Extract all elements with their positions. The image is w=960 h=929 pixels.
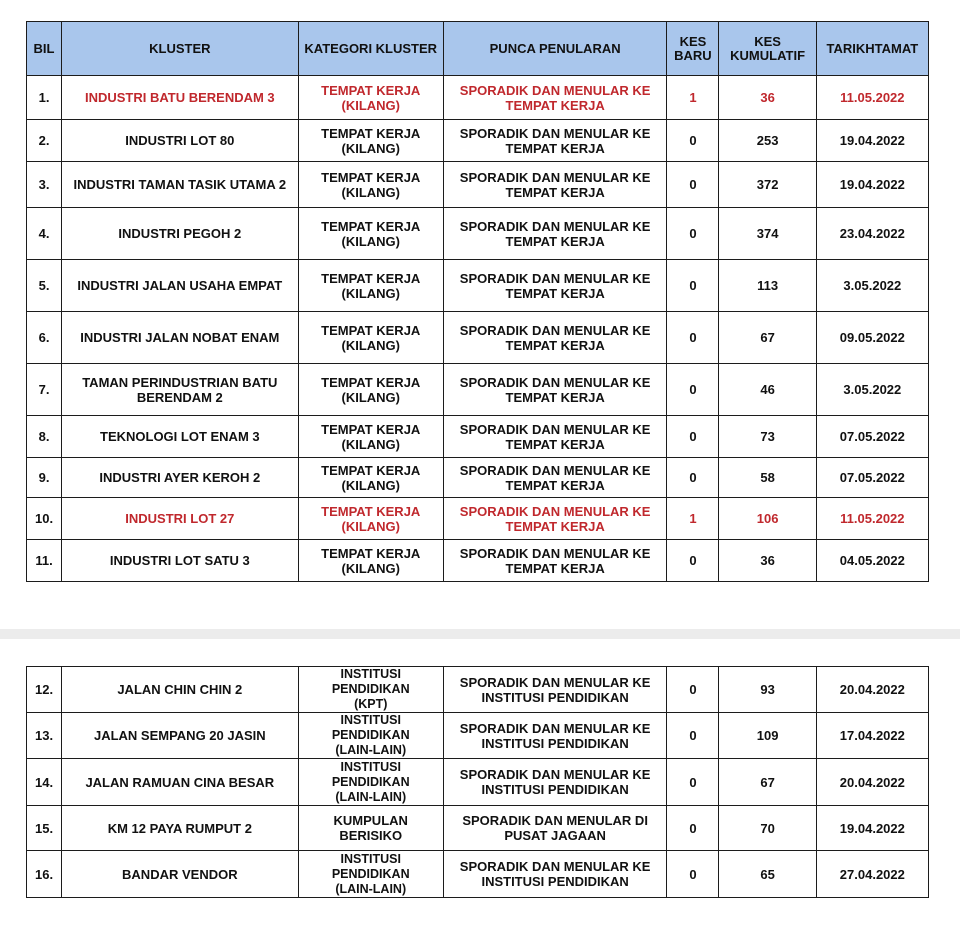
- transmission-source: [443, 851, 666, 898]
- cumulative-cases: 67: [719, 759, 816, 806]
- transmission-source: [443, 759, 666, 806]
- end-date: 3.05.2022: [816, 260, 928, 312]
- table-row: [27, 667, 929, 713]
- end-date: 20.04.2022: [816, 759, 928, 806]
- cluster-table-part-1: [26, 21, 929, 582]
- cell-line: TEMPAT KERJA: [321, 82, 421, 98]
- end-date: 11.05.2022: [816, 498, 928, 540]
- cell-line: INSTITUSI: [340, 713, 401, 727]
- end-date: 07.05.2022: [816, 416, 928, 458]
- header-kluster: KLUSTER: [62, 22, 299, 76]
- cell-line: TEMPAT KERJA: [321, 503, 421, 519]
- cell-line: (KILANG): [341, 560, 400, 576]
- header-punca: PUNCA PENULARAN: [443, 22, 666, 76]
- cluster-name: INDUSTRI PEGOH 2: [62, 208, 299, 260]
- cluster-category: [298, 851, 443, 898]
- cluster-name: TAMAN PERINDUSTRIAN BATU BERENDAM 2: [62, 364, 299, 416]
- cell-line: TEMPAT KERJA: [321, 169, 421, 185]
- cell-line: (KILANG): [341, 184, 400, 200]
- cell-line: SPORADIK DAN MENULAR KE: [459, 767, 651, 782]
- cell-line: SPORADIK DAN MENULAR KE: [459, 169, 651, 185]
- cell-line: TEMPAT KERJA: [505, 389, 605, 405]
- cluster-name: INDUSTRI TAMAN TASIK UTAMA 2: [62, 162, 299, 208]
- end-date: 19.04.2022: [816, 806, 928, 851]
- cell-line: (KILANG): [341, 97, 400, 113]
- transmission-source: [443, 667, 666, 713]
- transmission-source: [443, 312, 666, 364]
- cluster-name: JALAN CHIN CHIN 2: [62, 667, 299, 713]
- table-row: [27, 120, 929, 162]
- cell-line: SPORADIK DAN MENULAR DI: [462, 813, 648, 828]
- cluster-category: [298, 416, 443, 458]
- cell-line: TEMPAT KERJA: [321, 125, 421, 141]
- table-row: [27, 498, 929, 540]
- cell-line: SPORADIK DAN MENULAR KE: [459, 545, 651, 561]
- cell-line: TEMPAT KERJA: [321, 218, 421, 234]
- cell-line: INSTITUSI PENDIDIKAN: [481, 782, 629, 797]
- new-cases: 0: [667, 851, 719, 898]
- transmission-source: [443, 162, 666, 208]
- cluster-name: INDUSTRI LOT SATU 3: [62, 540, 299, 582]
- cumulative-cases: 36: [719, 540, 816, 582]
- table-row: [27, 713, 929, 759]
- row-number: 9.: [27, 458, 62, 498]
- cluster-category: [298, 540, 443, 582]
- row-number: 10.: [27, 498, 62, 540]
- cell-line: TEMPAT KERJA: [505, 436, 605, 452]
- cell-line: INSTITUSI: [340, 667, 401, 681]
- cell-line: SPORADIK DAN MENULAR KE: [459, 462, 651, 478]
- new-cases: 0: [667, 364, 719, 416]
- cell-line: INSTITUSI: [340, 851, 401, 866]
- new-cases: 0: [667, 260, 719, 312]
- cell-line: SPORADIK DAN MENULAR KE: [459, 82, 651, 98]
- new-cases: 1: [667, 76, 719, 120]
- cumulative-cases: 36: [719, 76, 816, 120]
- row-number: 14.: [27, 759, 62, 806]
- new-cases: 0: [667, 416, 719, 458]
- new-cases: 0: [667, 312, 719, 364]
- cluster-table-part-2: [26, 666, 929, 898]
- row-number: 13.: [27, 713, 62, 759]
- cell-line: SPORADIK DAN MENULAR KE: [459, 374, 651, 390]
- cell-line: (KILANG): [341, 436, 400, 452]
- row-number: 8.: [27, 416, 62, 458]
- cell-line: PENDIDIKAN: [331, 728, 410, 742]
- cluster-category: [298, 120, 443, 162]
- table-row: [27, 208, 929, 260]
- cluster-category: [298, 498, 443, 540]
- cell-line: PENDIDIKAN: [331, 774, 410, 789]
- cluster-name: INDUSTRI LOT 80: [62, 120, 299, 162]
- end-date: 07.05.2022: [816, 458, 928, 498]
- cell-line: TEMPAT KERJA: [321, 322, 421, 338]
- cluster-category: [298, 713, 443, 759]
- cell-line: TEMPAT KERJA: [505, 285, 605, 301]
- new-cases: 0: [667, 162, 719, 208]
- row-number: 6.: [27, 312, 62, 364]
- cumulative-cases: 106: [719, 498, 816, 540]
- end-date: 19.04.2022: [816, 120, 928, 162]
- cell-line: TEMPAT KERJA: [505, 518, 605, 534]
- cell-line: (LAIN-LAIN): [335, 789, 407, 804]
- cell-line: TEMPAT KERJA: [321, 462, 421, 478]
- cell-line: INSTITUSI PENDIDIKAN: [481, 689, 629, 705]
- cell-line: SPORADIK DAN MENULAR KE: [459, 503, 651, 519]
- end-date: 17.04.2022: [816, 713, 928, 759]
- end-date: 3.05.2022: [816, 364, 928, 416]
- table-row: [27, 76, 929, 120]
- end-date: 04.05.2022: [816, 540, 928, 582]
- new-cases: 1: [667, 498, 719, 540]
- cell-line: SPORADIK DAN MENULAR KE: [459, 720, 651, 736]
- end-date: 11.05.2022: [816, 76, 928, 120]
- table-row: [27, 806, 929, 851]
- end-date: 20.04.2022: [816, 667, 928, 713]
- new-cases: 0: [667, 667, 719, 713]
- cluster-name: INDUSTRI LOT 27: [62, 498, 299, 540]
- new-cases: 0: [667, 208, 719, 260]
- new-cases: 0: [667, 458, 719, 498]
- cumulative-cases: 253: [719, 120, 816, 162]
- new-cases: 0: [667, 713, 719, 759]
- cluster-category: [298, 312, 443, 364]
- transmission-source: [443, 76, 666, 120]
- cell-line: INSTITUSI: [340, 759, 401, 774]
- cell-line: (KILANG): [341, 477, 400, 493]
- end-date: 09.05.2022: [816, 312, 928, 364]
- cell-line: (KILANG): [341, 285, 400, 301]
- cell-line: SPORADIK DAN MENULAR KE: [459, 125, 651, 141]
- table-row: [27, 851, 929, 898]
- cell-line: SPORADIK DAN MENULAR KE: [459, 218, 651, 234]
- cluster-category: [298, 458, 443, 498]
- cluster-category: [298, 667, 443, 713]
- cell-line: TEMPAT KERJA: [505, 560, 605, 576]
- cell-line: (LAIN-LAIN): [335, 743, 407, 757]
- new-cases: 0: [667, 120, 719, 162]
- cell-line: SPORADIK DAN MENULAR KE: [459, 421, 651, 437]
- end-date: 23.04.2022: [816, 208, 928, 260]
- cluster-name: TEKNOLOGI LOT ENAM 3: [62, 416, 299, 458]
- table-row: [27, 364, 929, 416]
- cell-line: SPORADIK DAN MENULAR KE: [459, 859, 651, 874]
- row-number: 4.: [27, 208, 62, 260]
- cell-line: TEMPAT KERJA: [505, 97, 605, 113]
- row-number: 5.: [27, 260, 62, 312]
- row-number: 2.: [27, 120, 62, 162]
- cell-line: PENDIDIKAN: [331, 682, 410, 696]
- cumulative-cases: 113: [719, 260, 816, 312]
- transmission-source: [443, 540, 666, 582]
- cluster-name: JALAN SEMPANG 20 JASIN: [62, 713, 299, 759]
- cell-line: SPORADIK DAN MENULAR KE: [459, 270, 651, 286]
- transmission-source: [443, 208, 666, 260]
- cumulative-cases: 46: [719, 364, 816, 416]
- cumulative-cases: 65: [719, 851, 816, 898]
- cell-line: (LAIN-LAIN): [335, 881, 407, 896]
- cell-line: (KILANG): [341, 518, 400, 534]
- cluster-name: KM 12 PAYA RUMPUT 2: [62, 806, 299, 851]
- cell-line: TEMPAT KERJA: [505, 337, 605, 353]
- cell-line: TEMPAT KERJA: [505, 233, 605, 249]
- table-row: [27, 458, 929, 498]
- header-kategori: KATEGORI KLUSTER: [298, 22, 443, 76]
- cluster-category: [298, 364, 443, 416]
- cluster-name: JALAN RAMUAN CINA BESAR: [62, 759, 299, 806]
- transmission-source: [443, 416, 666, 458]
- cell-line: TEMPAT KERJA: [321, 270, 421, 286]
- table-row: [27, 312, 929, 364]
- table-row: [27, 759, 929, 806]
- cell-line: TEMPAT KERJA: [321, 421, 421, 437]
- transmission-source: [443, 458, 666, 498]
- new-cases: 0: [667, 759, 719, 806]
- cumulative-cases: 109: [719, 713, 816, 759]
- cell-line: KUMPULAN BERISIKO: [333, 813, 408, 843]
- row-number: 16.: [27, 851, 62, 898]
- header-kes-kumulatif: KES KUMULATIF: [719, 22, 816, 76]
- transmission-source: [443, 498, 666, 540]
- cumulative-cases: 374: [719, 208, 816, 260]
- cumulative-cases: 70: [719, 806, 816, 851]
- cell-line: (KILANG): [341, 389, 400, 405]
- end-date: 19.04.2022: [816, 162, 928, 208]
- transmission-source: [443, 713, 666, 759]
- cell-line: SPORADIK DAN MENULAR KE: [459, 674, 651, 690]
- header-kes-baru: KES BARU: [667, 22, 719, 76]
- row-number: 12.: [27, 667, 62, 713]
- cell-line: (KILANG): [341, 233, 400, 249]
- cell-line: TEMPAT KERJA: [321, 545, 421, 561]
- cluster-name: INDUSTRI AYER KEROH 2: [62, 458, 299, 498]
- cumulative-cases: 372: [719, 162, 816, 208]
- row-number: 15.: [27, 806, 62, 851]
- end-date: 27.04.2022: [816, 851, 928, 898]
- cluster-category: [298, 260, 443, 312]
- cell-line: PENDIDIKAN: [331, 866, 410, 881]
- transmission-source: [443, 260, 666, 312]
- cumulative-cases: 58: [719, 458, 816, 498]
- transmission-source: [443, 364, 666, 416]
- header-bil: BIL: [27, 22, 62, 76]
- cluster-category: [298, 806, 443, 851]
- cluster-category: [298, 759, 443, 806]
- row-number: 11.: [27, 540, 62, 582]
- new-cases: 0: [667, 806, 719, 851]
- header-row: [27, 22, 929, 76]
- new-cases: 0: [667, 540, 719, 582]
- row-number: 7.: [27, 364, 62, 416]
- cell-line: (KILANG): [341, 337, 400, 353]
- cluster-category: [298, 76, 443, 120]
- table-row: [27, 540, 929, 582]
- cell-line: SPORADIK DAN MENULAR KE: [459, 322, 651, 338]
- cell-line: TEMPAT KERJA: [505, 477, 605, 493]
- cluster-name: INDUSTRI BATU BERENDAM 3: [62, 76, 299, 120]
- table-row: [27, 416, 929, 458]
- cell-line: INSTITUSI PENDIDIKAN: [481, 874, 629, 889]
- cluster-category: [298, 208, 443, 260]
- cumulative-cases: 93: [719, 667, 816, 713]
- cell-line: TEMPAT KERJA: [505, 140, 605, 156]
- page-separator: [0, 629, 960, 639]
- transmission-source: [443, 120, 666, 162]
- cell-line: (KILANG): [341, 140, 400, 156]
- cumulative-cases: 67: [719, 312, 816, 364]
- table-row: [27, 260, 929, 312]
- cumulative-cases: 73: [719, 416, 816, 458]
- cell-line: INSTITUSI PENDIDIKAN: [481, 735, 629, 751]
- cell-line: (KPT): [354, 697, 388, 711]
- cluster-category: [298, 162, 443, 208]
- row-number: 3.: [27, 162, 62, 208]
- cell-line: TEMPAT KERJA: [505, 184, 605, 200]
- cell-line: TEMPAT KERJA: [321, 374, 421, 390]
- cell-line: PUSAT JAGAAN: [504, 828, 606, 843]
- cluster-name: INDUSTRI JALAN NOBAT ENAM: [62, 312, 299, 364]
- cluster-name: BANDAR VENDOR: [62, 851, 299, 898]
- header-tarikh-tamat: TARIKHTAMAT: [816, 22, 928, 76]
- row-number: 1.: [27, 76, 62, 120]
- table-row: [27, 162, 929, 208]
- transmission-source: [443, 806, 666, 851]
- cluster-name: INDUSTRI JALAN USAHA EMPAT: [62, 260, 299, 312]
